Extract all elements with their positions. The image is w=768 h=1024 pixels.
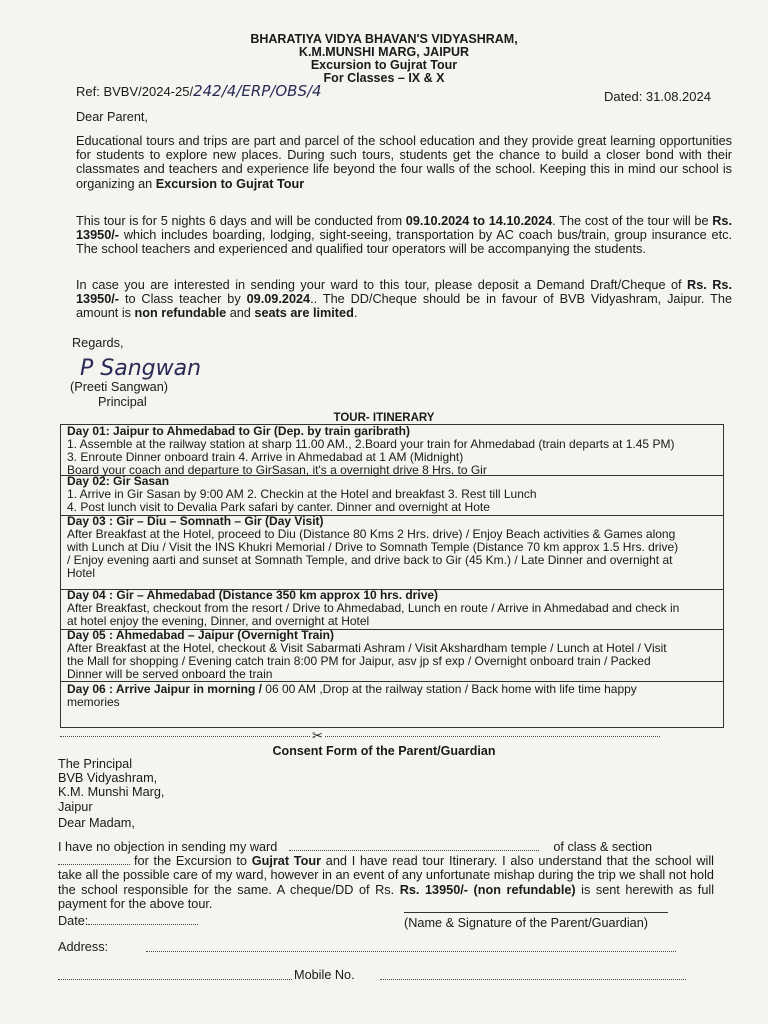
intro-paragraph: Educational tours and trips are part and parcel of the school education and they provide great learning opportunities for students to explore new places. During such tours, students get the chance to build a closer bond with their classmates and teachers and experience life beyond the four walls of the school. Keeping this in mind our school is organizing an Excursion to Gujrat Tour xyxy=(76,134,732,191)
itinerary-day-2: Day 02: Gir Sasan 1. Arrive in Gir Sasan by 9:00 AM 2. Checkin at the Hotel and breakfast 3. Rest till Lunch 4. Post lunch visit to Devalia Park safari by canter. Dinner and overnight at Hote xyxy=(61,475,723,516)
address-field[interactable] xyxy=(146,951,676,952)
cut-line xyxy=(60,736,660,737)
signer-name: (Preeti Sangwan) xyxy=(70,380,169,394)
consent-title: Consent Form of the Parent/Guardian xyxy=(272,744,496,758)
itinerary-day-6: Day 06 : Arrive Jaipur in morning / 06 00 AM ,Drop at the railway station / Back home with life time happy memories xyxy=(67,682,637,709)
date-field[interactable] xyxy=(88,924,198,925)
address-field-2[interactable] xyxy=(58,979,292,980)
salutation: Dear Parent, xyxy=(76,110,148,124)
consent-salutation: Dear Madam, xyxy=(58,816,135,830)
signature-line xyxy=(404,912,668,913)
school-name: BHARATIYA VIDYA BHAVAN'S VIDYASHRAM, xyxy=(250,32,518,46)
address-label: Address: xyxy=(58,940,109,954)
itinerary-day-3: Day 03 : Gir – Diu – Somnath – Gir (Day Visit) After Breakfast at the Hotel, proceed to Diu (Distance 80 Kms 2 Hrs. drive) / Enjoy Beach activities & Games along with Lunch at Diu / Visit the INS Khukri Memorial / Drive to Somnath Temple (Distance 70 km approx 1.5 Hrs. drive) / Enjoy evening aarti and sunset at Somnath Temple, and drive back to Gir (45 Km.) / Late Dinner and overnight at Hotel xyxy=(61,515,723,590)
tour-title: Excursion to Gujrat Tour xyxy=(310,58,458,72)
ward-name-field[interactable] xyxy=(289,850,539,851)
itinerary-day-5: Day 05 : Ahmedabad – Jaipur (Overnight Train) After Breakfast at the Hotel, checkout & Visit Sabarmati Ashram / Visit Akshardham temple / Lunch at Hotel / Visit the Mall for shopping / Evening catch train 8:00 PM for Jaipur, asv jp sf exp / Overnight onboard train / Packed Dinner will be served onboard the train xyxy=(61,629,723,682)
consent-body: I have no objection in sending my ward of class & section for the Excursion to Gujrat Tour and I have read tour Itinerary. I also understand that the school will take all the possible care of my ward, however in an event of any unfortunate mishap during the trip we shall not hold the school responsible for the same. A cheque/DD of Rs. Rs. 13950/- (non refundable) is sent herewith as full payment for the above tour. xyxy=(58,840,715,911)
regards: Regards, xyxy=(72,336,124,350)
mobile-field[interactable] xyxy=(380,979,686,980)
consent-address: The Principal BVB Vidyashram, K.M. Munshi Marg, Jaipur xyxy=(58,757,165,814)
date-row: Date: xyxy=(58,914,198,928)
ref-printed: Ref: BVBV/2024-25/ xyxy=(76,84,194,99)
principal-signature: P Sangwan xyxy=(80,356,202,381)
itinerary-day-1: Day 01: Jaipur to Ahmedabad to Gir (Dep. by train garibrath) 1. Assemble at the railway station at sharp 11.00 AM., 2.Board your train for Ahmedabad (train departs at 1.45 PM) 3. Enroute Dinner onboard train 4. Arrive in Ahmedabad at 1 AM (Midnight) Board your coach and departure to GirSasan, it's a overnight drive 8 Hrs. to Gir xyxy=(61,425,723,476)
itinerary-day-4: Day 04 : Gir – Ahmedabad (Distance 350 km approx 10 hrs. drive) After Breakfast, checkout from the resort / Drive to Ahmedabad, Lunch en route / Arrive in Ahmedabad and check in at hotel enjoy the evening, Dinner, and overnight at Hotel xyxy=(61,589,723,630)
letter-date: Dated: 31.08.2024 xyxy=(604,89,711,104)
signer-title: Principal xyxy=(98,395,147,409)
payment-paragraph: In case you are interested in sending your ward to this tour, please deposit a Demand Draft/Cheque of Rs. Rs. 13950/- to Class teacher by 09.09.2024.. The DD/Cheque should be in favour of BVB Vidyashram, Jaipur. The amount is non refundable and seats are limited. xyxy=(76,278,732,321)
mobile-label: Mobile No. xyxy=(294,968,355,982)
ref-handwritten: 242/4/ERP/OBS/4 xyxy=(193,82,322,100)
class-section-field[interactable] xyxy=(58,864,130,865)
school-address: K.M.MUNSHI MARG, JAIPUR xyxy=(298,45,470,59)
tour-details-paragraph: This tour is for 5 nights 6 days and will be conducted from 09.10.2024 to 14.10.2024. The cost of the tour will be Rs. 13950/- which includes boarding, lodging, sight-seeing, transportation by AC coach bus/train, group insurance etc. The school teachers and experienced and qualified tour operators will be accompanying the students. xyxy=(76,214,732,257)
itinerary-box xyxy=(60,424,724,728)
ref-number xyxy=(76,82,322,100)
classes-line: For Classes – IX & X xyxy=(323,71,445,85)
scissors-icon: ✂ xyxy=(312,728,323,743)
parent-signature-label: (Name & Signature of the Parent/Guardian) xyxy=(404,916,649,930)
itinerary-title: TOUR- ITINERARY xyxy=(333,412,435,424)
